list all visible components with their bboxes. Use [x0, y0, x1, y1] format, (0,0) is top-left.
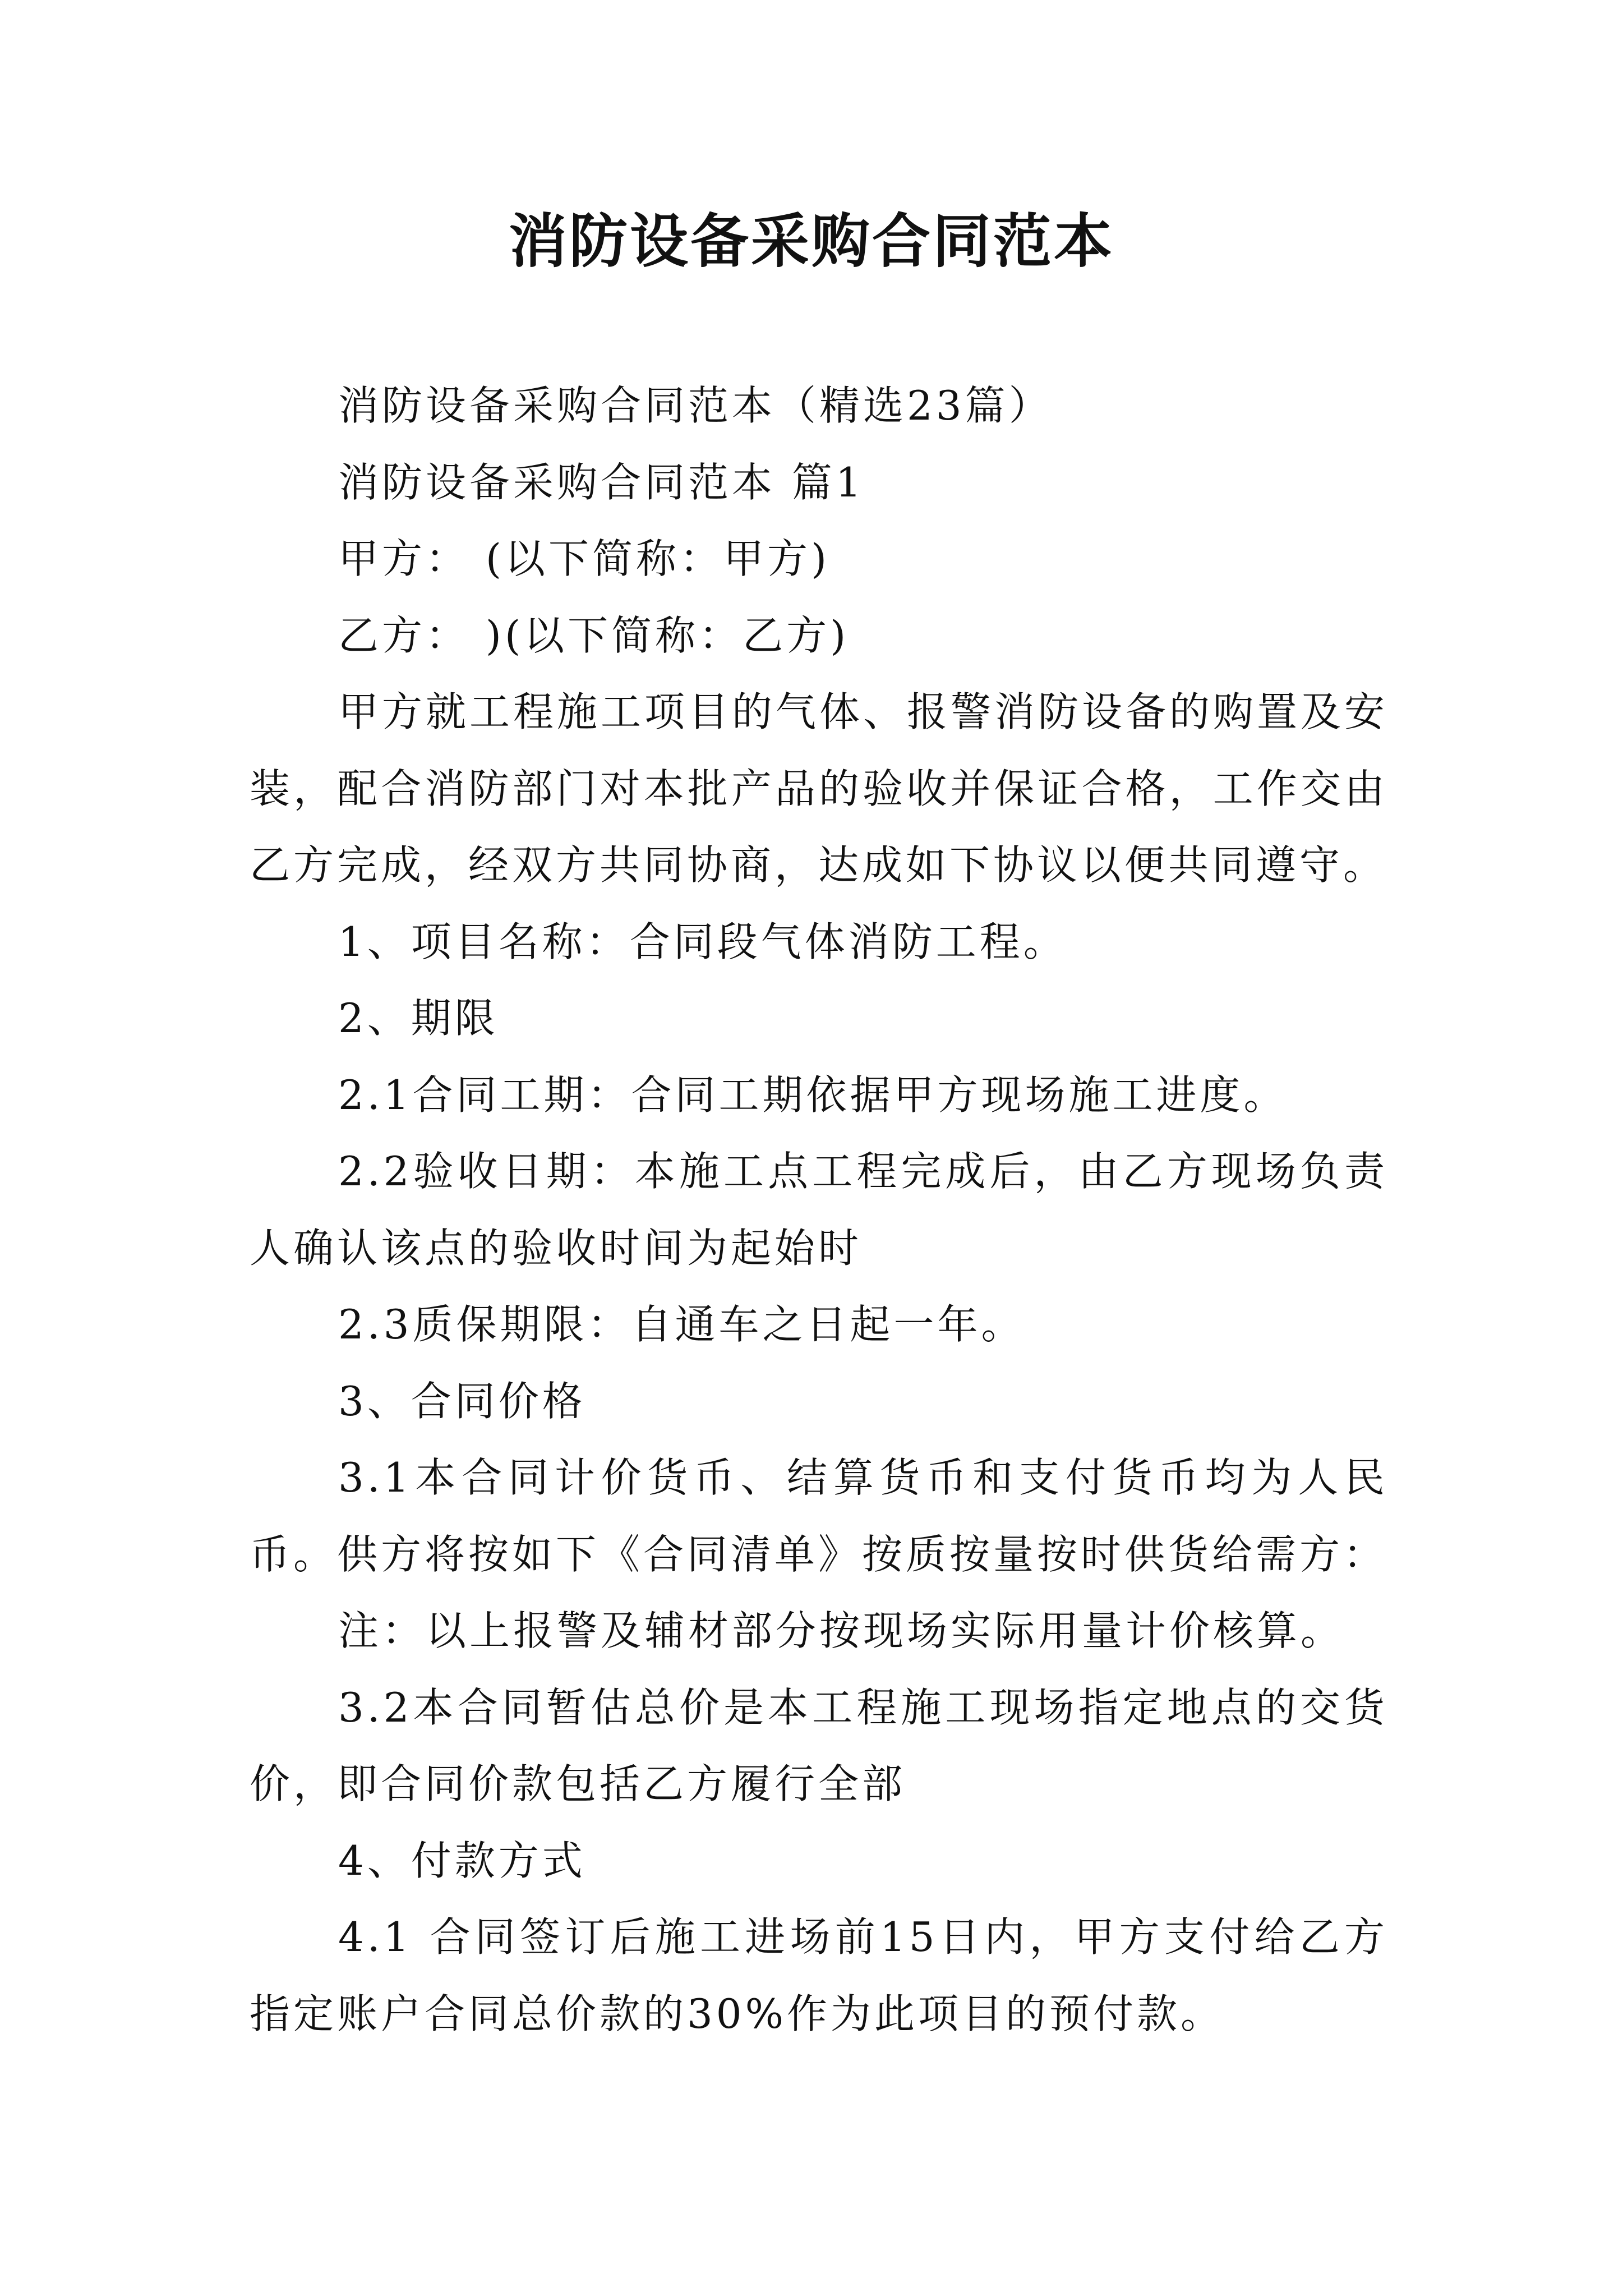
document-body: [250, 367, 1388, 2052]
paragraph-clause-4-1: 4.1 合同签订后施工进场前15日内，甲方支付给乙方指定账户合同总价款的30%作为此项目的预付款。: [250, 1913, 1388, 2037]
paragraph-party-a: 甲方： (以下简称：甲方): [338, 535, 831, 582]
paragraph-subtitle: 消防设备采购合同范本（精选23篇）: [338, 382, 1053, 429]
paragraph-note: 注：以上报警及辅材部分按现场实际用量计价核算。: [338, 1607, 1345, 1654]
paragraph-section-heading: 消防设备采购合同范本 篇1: [338, 458, 865, 506]
paragraph-clause-3-1: 3.1本合同计价货币、结算货币和支付货币均为人民币。供方将按如下《合同清单》按质按量按时供货给需方：: [250, 1454, 1388, 1578]
paragraph-clause-1: 1、项目名称：合同段气体消防工程。: [338, 918, 1067, 965]
paragraph-clause-3: 3、合同价格: [338, 1377, 586, 1425]
paragraph-clause-2: 2、期限: [338, 995, 499, 1042]
paragraph-preamble: 甲方就工程施工项目的气体、报警消防设备的购置及安装，配合消防部门对本批产品的验收并保证合格，工作交由乙方完成，经双方共同协商，达成如下协议以便共同遵守。: [250, 688, 1389, 889]
paragraph-clause-2-3: 2.3质保期限：自通车之日起一年。: [338, 1301, 1025, 1348]
paragraph-clause-2-2: 2.2验收日期：本施工点工程完成后，由乙方现场负责人确认该点的验收时间为起始时: [250, 1148, 1388, 1272]
document-title: 消防设备采购合同范本: [508, 206, 1114, 275]
paragraph-clause-4: 4、付款方式: [338, 1837, 586, 1884]
paragraph-clause-3-2: 3.2本合同暂估总价是本工程施工现场指定地点的交货价，即合同价款包括乙方履行全部: [250, 1683, 1388, 1807]
paragraph-party-b: 乙方： )(以下简称：乙方): [338, 611, 850, 659]
paragraph-clause-2-1: 2.1合同工期：合同工期依据甲方现场施工进度。: [338, 1071, 1288, 1119]
